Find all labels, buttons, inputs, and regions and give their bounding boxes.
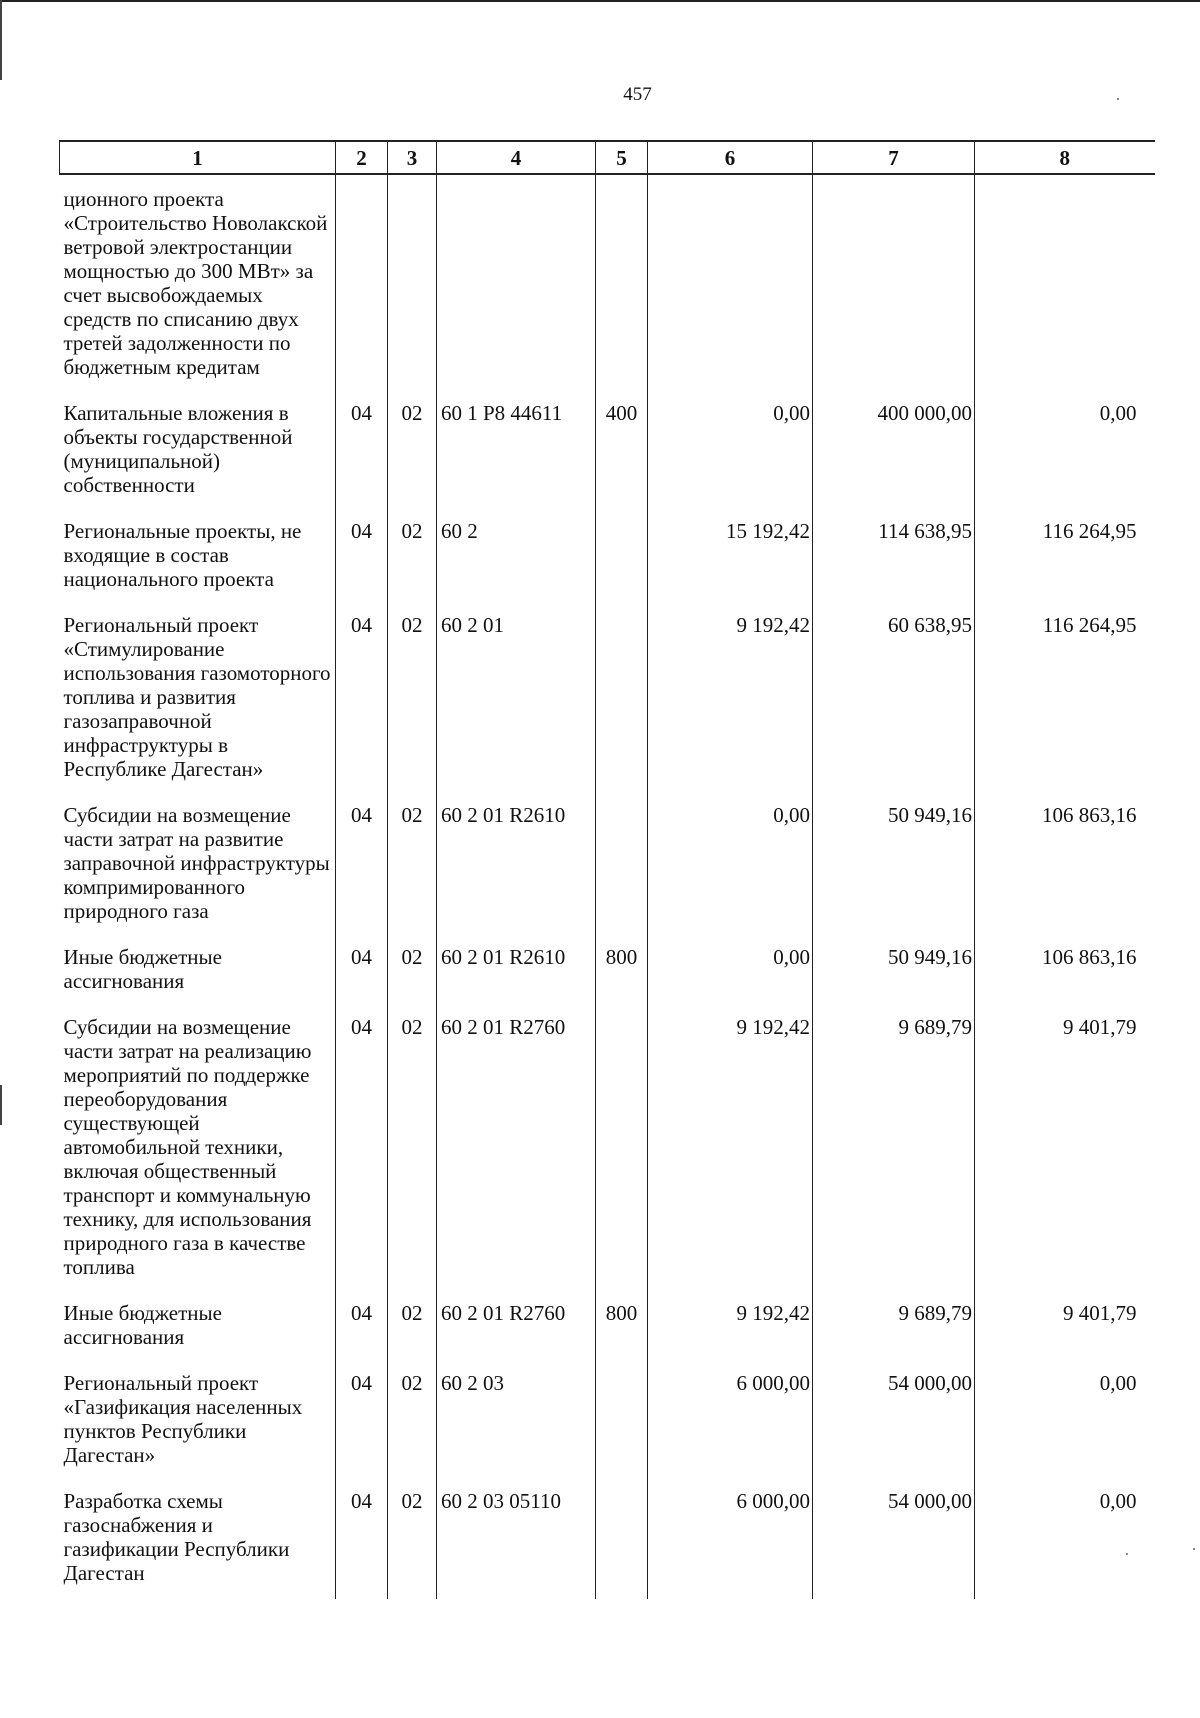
expense-type-code: [596, 791, 648, 933]
amount-col6: 6 000,00: [648, 1477, 813, 1599]
section-code: [336, 174, 388, 389]
amount-col8: 116 264,95: [975, 507, 1155, 601]
subsection-code: 02: [388, 507, 437, 601]
amount-col6: 0,00: [648, 933, 813, 1003]
amount-col7: 50 949,16: [813, 933, 975, 1003]
table-row: [60, 933, 1155, 1003]
target-article-code: 60 2 01 R2610: [437, 791, 596, 933]
amount-col6: 9 192,42: [648, 1003, 813, 1289]
amount-col6: 0,00: [648, 791, 813, 933]
column-header: 1: [60, 141, 336, 174]
page-number: 457: [623, 84, 652, 105]
expense-type-code: [596, 1359, 648, 1477]
scan-left-edge-lower: [0, 1085, 2, 1125]
subsection-code: 02: [388, 933, 437, 1003]
subsection-code: 02: [388, 1003, 437, 1289]
table-header-row: [60, 141, 1155, 174]
section-code: 04: [336, 1289, 388, 1359]
subsection-code: 02: [388, 1289, 437, 1359]
amount-col6: [648, 174, 813, 389]
column-header: 8: [975, 141, 1155, 174]
subsection-code: 02: [388, 1359, 437, 1477]
target-article-code: 60 2 01 R2760: [437, 1003, 596, 1289]
amount-col7: 400 000,00: [813, 389, 975, 507]
row-name: Разработка схемы газоснабжения и газификации Республики Дагестан: [60, 1477, 336, 1599]
amount-col6: 6 000,00: [648, 1359, 813, 1477]
amount-col8: 0,00: [975, 1477, 1155, 1599]
row-name: Капитальные вложения в объекты государственной (муниципальной) собственности: [60, 389, 336, 507]
amount-col8: 116 264,95: [975, 601, 1155, 791]
amount-col8: 0,00: [975, 1359, 1155, 1477]
row-name: Региональные проекты, не входящие в состав национального проекта: [60, 507, 336, 601]
column-header: 2: [336, 141, 388, 174]
section-code: 04: [336, 1477, 388, 1599]
subsection-code: 02: [388, 601, 437, 791]
amount-col8: 106 863,16: [975, 933, 1155, 1003]
amount-col8: 9 401,79: [975, 1289, 1155, 1359]
section-code: 04: [336, 507, 388, 601]
table-row: [60, 1359, 1155, 1477]
row-name: ционного проекта «Строительство Новолакской ветровой электростанции мощностью до 300 МВт» за счет высвобождаемых средств по списанию двух третей задолженности по бюджетным кредитам: [60, 174, 336, 389]
row-name: Субсидии на возмещение части затрат на развитие заправочной инфраструктуры компримированного природного газа: [60, 791, 336, 933]
table-row: [60, 1477, 1155, 1599]
column-header: 7: [813, 141, 975, 174]
section-code: 04: [336, 601, 388, 791]
page-top-edge: [0, 0, 1200, 2]
table-row: [60, 1003, 1155, 1289]
subsection-code: [388, 174, 437, 389]
subsection-code: 02: [388, 791, 437, 933]
table-row: [60, 507, 1155, 601]
amount-col6: 9 192,42: [648, 1289, 813, 1359]
expense-type-code: [596, 174, 648, 389]
amount-col8: [975, 174, 1155, 389]
table-row: [60, 389, 1155, 507]
target-article-code: 60 2 03: [437, 1359, 596, 1477]
amount-col7: 114 638,95: [813, 507, 975, 601]
amount-col8: 106 863,16: [975, 791, 1155, 933]
amount-col8: 0,00: [975, 389, 1155, 507]
table-row: [60, 174, 1155, 389]
amount-col7: 9 689,79: [813, 1289, 975, 1359]
expense-type-code: 800: [596, 1289, 648, 1359]
section-code: 04: [336, 389, 388, 507]
row-name: Иные бюджетные ассигнования: [60, 1289, 336, 1359]
amount-col7: [813, 174, 975, 389]
target-article-code: 60 1 P8 44611: [437, 389, 596, 507]
section-code: 04: [336, 933, 388, 1003]
target-article-code: 60 2 01: [437, 601, 596, 791]
expense-type-code: 400: [596, 389, 648, 507]
amount-col7: 60 638,95: [813, 601, 975, 791]
amount-col7: 54 000,00: [813, 1477, 975, 1599]
target-article-code: 60 2: [437, 507, 596, 601]
target-article-code: 60 2 03 05110: [437, 1477, 596, 1599]
amount-col7: 50 949,16: [813, 791, 975, 933]
column-header: 6: [648, 141, 813, 174]
section-code: 04: [336, 791, 388, 933]
row-name: Иные бюджетные ассигнования: [60, 933, 336, 1003]
target-article-code: 60 2 01 R2760: [437, 1289, 596, 1359]
row-name: Региональный проект «Стимулирование использования газомоторного топлива и развития газозаправочной инфраструктуры в Республике Дагестан»: [60, 601, 336, 791]
table-row: [60, 1289, 1155, 1359]
expense-type-code: [596, 601, 648, 791]
section-code: 04: [336, 1359, 388, 1477]
row-name: Региональный проект «Газификация населенных пунктов Республики Дагестан»: [60, 1359, 336, 1477]
column-header: 4: [437, 141, 596, 174]
subsection-code: 02: [388, 389, 437, 507]
target-article-code: [437, 174, 596, 389]
expense-type-code: [596, 1003, 648, 1289]
amount-col7: 9 689,79: [813, 1003, 975, 1289]
expense-type-code: 800: [596, 933, 648, 1003]
budget-table: [59, 140, 1155, 1599]
target-article-code: 60 2 01 R2610: [437, 933, 596, 1003]
amount-col8: 9 401,79: [975, 1003, 1155, 1289]
scan-speck: [1193, 1548, 1195, 1550]
expense-type-code: [596, 507, 648, 601]
expense-type-code: [596, 1477, 648, 1599]
scan-left-edge: [0, 0, 2, 80]
row-name: Субсидии на возмещение части затрат на реализацию мероприятий по поддержке переоборудования существующей автомобильной техники, включая общественный транспорт и коммунальную технику, для использования природного газа в качестве топлива: [60, 1003, 336, 1289]
subsection-code: 02: [388, 1477, 437, 1599]
table-row: [60, 601, 1155, 791]
section-code: 04: [336, 1003, 388, 1289]
amount-col7: 54 000,00: [813, 1359, 975, 1477]
column-header: 5: [596, 141, 648, 174]
column-header: 3: [388, 141, 437, 174]
amount-col6: 0,00: [648, 389, 813, 507]
amount-col6: 9 192,42: [648, 601, 813, 791]
table-row: [60, 791, 1155, 933]
amount-col6: 15 192,42: [648, 507, 813, 601]
